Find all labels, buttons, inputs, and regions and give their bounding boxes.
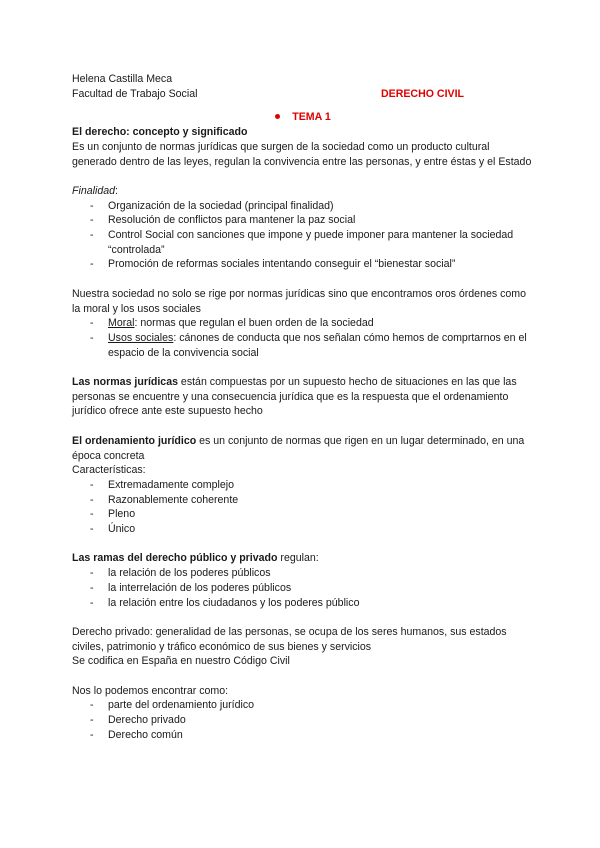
- finalidad-colon: :: [115, 184, 118, 197]
- ramas-list: [72, 566, 534, 610]
- usos-text: : cánones de conducta que nos señalan cómo hemos de comprtarnos en el espacio de la convivencia social: [108, 331, 527, 359]
- ramas-text: regulan:: [277, 552, 319, 565]
- list-item: - Derecho común: [72, 728, 534, 743]
- paragraph-ramas: [72, 551, 534, 566]
- list-item: - Resolución de conflictos para mantener la paz social: [72, 213, 534, 228]
- caracteristicas-list: [72, 478, 534, 537]
- header-faculty-row: [72, 87, 534, 102]
- faculty-name: Facultad de Trabajo Social: [72, 87, 198, 100]
- normas-term: Las normas jurídicas: [72, 376, 178, 389]
- author-name: Helena Castilla Meca: [72, 73, 173, 85]
- topic-heading: [72, 110, 534, 125]
- list-item-usos: [72, 331, 534, 360]
- page-content: [72, 72, 534, 743]
- list-item: - Razonablemente coherente: [72, 493, 534, 508]
- finalidad-list: [72, 199, 534, 273]
- ramas-term: Las ramas del derecho público y privado: [72, 552, 278, 565]
- list-item: - la relación de los poderes públicos: [72, 566, 534, 581]
- section-heading-derecho: El derecho: concepto y significado: [72, 126, 248, 139]
- encontrar-intro: Nos lo podemos encontrar como:: [72, 684, 229, 697]
- moral-term: Moral: [108, 317, 135, 330]
- paragraph-ordenes: Nuestra sociedad no solo se rige por normas jurídicas sino que encontramos oros órdenes como la moral y los usos sociales: [72, 287, 527, 315]
- list-item-moral: [72, 316, 534, 331]
- ordenamiento-text: es un conjunto de normas que rigen en un lugar determinado, en una época concreta: [72, 434, 525, 462]
- header-author-row: [72, 72, 534, 87]
- subject-title: DERECHO CIVIL: [381, 87, 464, 100]
- usos-term: Usos sociales: [108, 331, 174, 344]
- encontrar-list: [72, 698, 534, 742]
- list-item: - Organización de la sociedad (principal finalidad): [72, 199, 534, 214]
- list-item: - parte del ordenamiento jurídico: [72, 698, 534, 713]
- paragraph-derecho: Es un conjunto de normas jurídicas que surgen de la sociedad como un producto cultural generado dentro de las leyes, regulan la convivencia entre las personas, y entre éstas y el Estado: [72, 140, 532, 168]
- list-item: - Extremadamente complejo: [72, 478, 534, 493]
- finalidad-label-line: [72, 184, 534, 199]
- list-item: - la interrelación de los poderes públicos: [72, 581, 534, 596]
- normas-text: están compuestas por un supuesto hecho de situaciones en las que las personas se encuentre y una consecuencia jurídica que es la respuesta que el ordenamiento jurídico ofrece ante este supuesto hecho: [72, 376, 517, 418]
- list-item: - la relación entre los ciudadanos y los poderes público: [72, 596, 534, 611]
- list-item: - Promoción de reformas sociales intentando conseguir el “bienestar social”: [72, 257, 534, 272]
- ordenamiento-term: El ordenamiento jurídico: [72, 434, 197, 447]
- paragraph-codifica: Se codifica en España en nuestro Código Civil: [72, 655, 290, 668]
- ordenes-list: [72, 316, 534, 360]
- paragraph-privado: Derecho privado: generalidad de las personas, se ocupa de los seres humanos, sus estados civiles, patrimonio y tráfico económico de sus bienes y servicios: [72, 625, 507, 653]
- bullet-dot-icon: [275, 114, 280, 119]
- paragraph-ordenamiento: [72, 434, 534, 463]
- list-item: - Control Social con sanciones que impone y puede imponer para mantener la sociedad “controlada”: [72, 228, 534, 257]
- list-item: - Pleno: [72, 507, 534, 522]
- finalidad-label: Finalidad: [72, 184, 115, 197]
- caracteristicas-label: Características:: [72, 464, 146, 477]
- topic-label: TEMA 1: [292, 111, 331, 124]
- paragraph-normas: [72, 375, 534, 419]
- list-item: - Derecho privado: [72, 713, 534, 728]
- moral-text: : normas que regulan el buen orden de la sociedad: [134, 317, 374, 330]
- list-item: - Único: [72, 522, 534, 537]
